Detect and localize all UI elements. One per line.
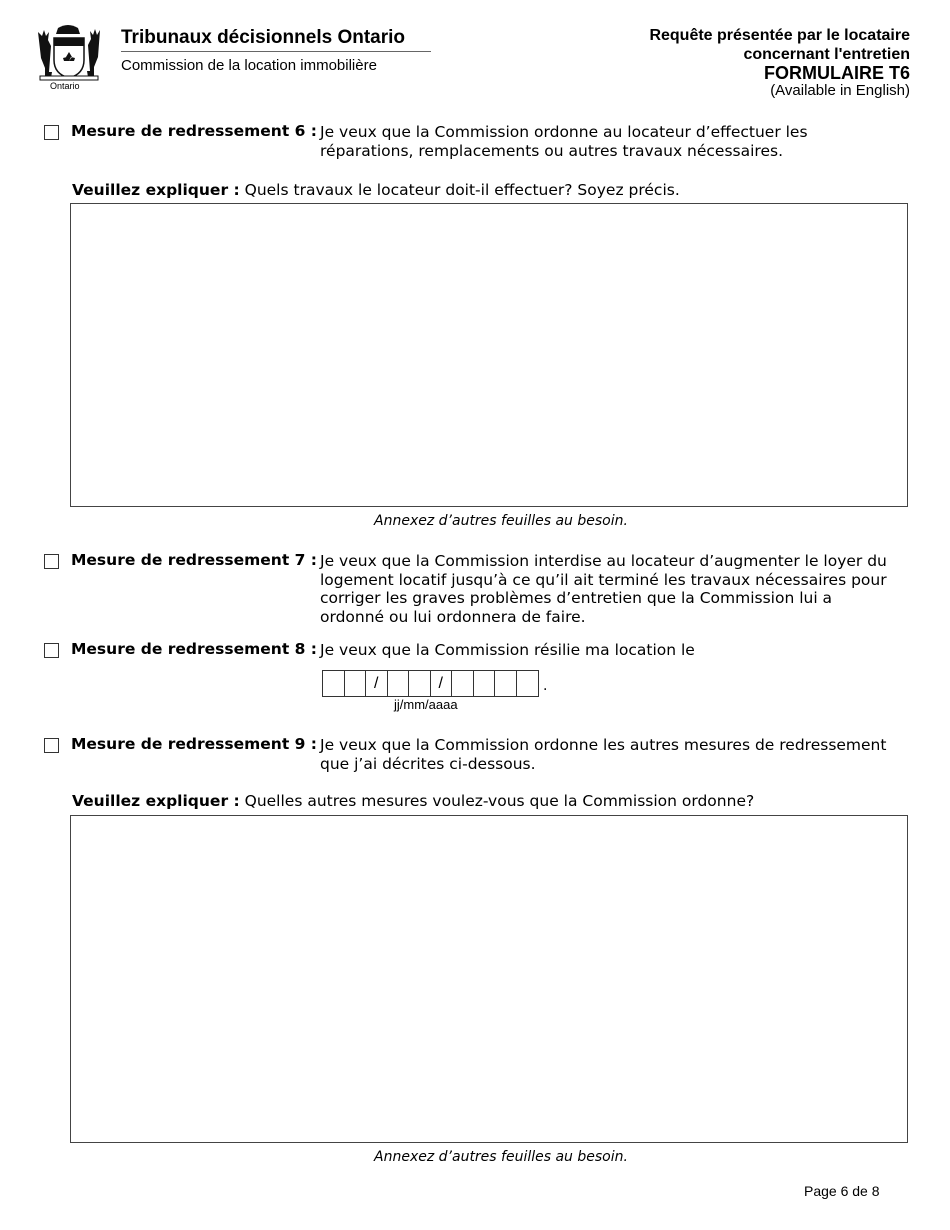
date-cell-y4[interactable] <box>517 671 539 696</box>
date-cell-d1[interactable] <box>323 671 345 696</box>
form-title-block <box>649 26 910 99</box>
explain-question: Quelles autres mesures voulez-vous que la Commission ordonne? <box>244 792 755 810</box>
remedy-6-annex-note: Annexez d’autres feuilles au besoin. <box>374 513 628 529</box>
date-cell-m1[interactable] <box>388 671 410 696</box>
date-cell-d2[interactable] <box>345 671 367 696</box>
termination-date-field[interactable] <box>322 670 539 697</box>
explain-question: Quels travaux le locateur doit-il effectuer? Soyez précis. <box>244 181 680 199</box>
remedy-9-annex-note: Annexez d’autres feuilles au besoin. <box>374 1149 628 1165</box>
date-separator: / <box>431 671 453 696</box>
remedy-7-checkbox[interactable] <box>44 554 59 569</box>
remedy-8-checkbox[interactable] <box>44 643 59 658</box>
date-cell-y3[interactable] <box>495 671 517 696</box>
date-cell-m2[interactable] <box>409 671 431 696</box>
form-title-line1: Requête présentée par le locataire <box>649 27 910 44</box>
date-period: . <box>543 678 548 694</box>
form-code: FORMULAIRE T6 <box>764 63 910 83</box>
page-number: Page 6 de 8 <box>804 1183 880 1199</box>
remedy-6-label: Mesure de redressement 6 : <box>71 122 318 140</box>
date-cell-y2[interactable] <box>474 671 496 696</box>
remedy-9-label: Mesure de redressement 9 : <box>71 735 318 753</box>
remedy-9-answer-box[interactable] <box>70 815 908 1143</box>
remedy-6-explain <box>72 181 680 199</box>
form-title-line2: concernant l'entretien <box>743 46 910 63</box>
remedy-7-label: Mesure de redressement 7 : <box>71 551 318 569</box>
logo-caption: Ontario <box>50 81 80 91</box>
remedy-7-text: Je veux que la Commission interdise au locateur d’augmenter le loyer du logement locatif jusqu’à ce qu’il ait terminé les travaux nécessaires pour corriger les graves problèmes d’entretien que la Commission lui a ordonné ou lui ordonnera de faire. <box>320 552 887 626</box>
remedy-6-text: Je veux que la Commission ordonne au locateur d’effectuer les réparations, remplacements ou autres travaux nécessaires. <box>320 123 808 160</box>
remedy-9-explain <box>72 792 754 810</box>
remedy-8-label: Mesure de redressement 8 : <box>71 640 318 658</box>
date-format-hint: jj/mm/aaaa <box>394 697 458 712</box>
available-in-english: (Available in English) <box>770 82 910 99</box>
explain-label: Veuillez expliquer : <box>72 792 240 810</box>
date-cell-y1[interactable] <box>452 671 474 696</box>
date-separator: / <box>366 671 388 696</box>
remedy-9-checkbox[interactable] <box>44 738 59 753</box>
explain-label: Veuillez expliquer : <box>72 181 240 199</box>
org-subtitle: Commission de la location immobilière <box>121 57 377 74</box>
remedy-6-checkbox[interactable] <box>44 125 59 140</box>
remedy-9-text: Je veux que la Commission ordonne les autres mesures de redressement que j’ai décrites ci-dessous. <box>320 736 887 773</box>
org-name: Tribunaux décisionnels Ontario <box>121 27 405 48</box>
remedy-6-answer-box[interactable] <box>70 203 908 507</box>
remedy-8-text: Je veux que la Commission résilie ma location le <box>320 641 695 659</box>
header-divider <box>121 51 431 52</box>
